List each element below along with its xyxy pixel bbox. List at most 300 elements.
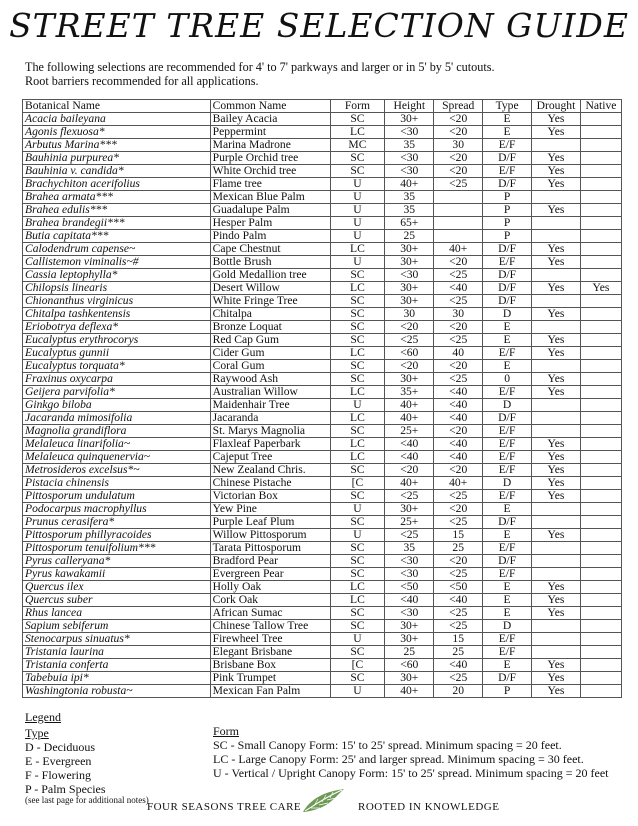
common-name-cell: Bailey Acacia (210, 113, 330, 126)
native-cell (580, 295, 621, 308)
drought-cell: Yes (532, 113, 581, 126)
type-cell: D (483, 620, 532, 633)
table-row (23, 529, 622, 542)
common-name-cell: Firewheel Tree (210, 633, 330, 646)
botanical-name-cell: Tristania laurina (23, 646, 211, 659)
drought-cell (532, 620, 581, 633)
height-cell: 35 (385, 139, 434, 152)
legend-title: Legend (25, 710, 61, 724)
form-cell: U (330, 230, 385, 243)
common-name-cell: White Orchid tree (210, 165, 330, 178)
form-cell: SC (330, 425, 385, 438)
common-name-cell: Holly Oak (210, 581, 330, 594)
common-name-cell: Cider Gum (210, 347, 330, 360)
spread-cell: <25 (434, 334, 483, 347)
common-name-cell: Jacaranda (210, 412, 330, 425)
spread-cell: <50 (434, 581, 483, 594)
form-cell: U (330, 399, 385, 412)
column-header-drought: Drought (532, 100, 581, 113)
type-cell: D (483, 399, 532, 412)
form-legend (213, 724, 608, 780)
botanical-name-cell: Pittosporum undulatum (23, 490, 211, 503)
common-name-cell: Brisbane Box (210, 659, 330, 672)
height-cell: <40 (385, 451, 434, 464)
native-cell (580, 412, 621, 425)
drought-cell (532, 503, 581, 516)
spread-cell: 40 (434, 347, 483, 360)
height-cell: <20 (385, 360, 434, 373)
table-row (23, 594, 622, 607)
table-row (23, 438, 622, 451)
spread-cell: <20 (434, 503, 483, 516)
form-cell: SC (330, 165, 385, 178)
table-row (23, 269, 622, 282)
native-cell (580, 646, 621, 659)
native-cell (580, 321, 621, 334)
table-row (23, 321, 622, 334)
native-cell (580, 503, 621, 516)
drought-cell (532, 217, 581, 230)
company-slogan: ROOTED IN KNOWLEDGE (358, 801, 500, 813)
common-name-cell: Cajeput Tree (210, 451, 330, 464)
type-cell: D/F (483, 243, 532, 256)
height-cell: <50 (385, 581, 434, 594)
drought-cell: Yes (532, 373, 581, 386)
common-name-cell: Mexican Fan Palm (210, 685, 330, 698)
common-name-cell: Bradford Pear (210, 555, 330, 568)
drought-cell: Yes (532, 659, 581, 672)
spread-cell (434, 230, 483, 243)
botanical-name-cell: Jacaranda mimosifolia (23, 412, 211, 425)
form-cell: SC (330, 620, 385, 633)
drought-cell: Yes (532, 607, 581, 620)
common-name-cell: Desert Willow (210, 282, 330, 295)
spread-cell: <20 (434, 321, 483, 334)
botanical-name-cell: Geijera parvifolia* (23, 386, 211, 399)
type-cell: E (483, 334, 532, 347)
native-cell (580, 360, 621, 373)
native-cell (580, 542, 621, 555)
table-row (23, 516, 622, 529)
table-row (23, 373, 622, 386)
type-evergreen: E - Evergreen (25, 754, 92, 768)
spread-cell (434, 217, 483, 230)
spread-cell: <25 (434, 490, 483, 503)
native-cell (580, 620, 621, 633)
common-name-cell: Cape Chestnut (210, 243, 330, 256)
type-cell: E/F (483, 451, 532, 464)
height-cell: <60 (385, 347, 434, 360)
table-row (23, 672, 622, 685)
height-cell: 25 (385, 230, 434, 243)
type-cell: D (483, 308, 532, 321)
form-cell: LC (330, 451, 385, 464)
form-large-canopy: LC - Large Canopy Form: 25' and larger spread. Minimum spacing = 30 feet. (213, 752, 584, 766)
native-cell (580, 230, 621, 243)
native-cell (580, 529, 621, 542)
spread-cell: <40 (434, 282, 483, 295)
form-cell: U (330, 529, 385, 542)
form-cell: SC (330, 490, 385, 503)
drought-cell (532, 295, 581, 308)
common-name-cell: Raywood Ash (210, 373, 330, 386)
type-cell: E (483, 113, 532, 126)
native-cell (580, 386, 621, 399)
botanical-name-cell: Eucalyptus gunnii (23, 347, 211, 360)
type-cell: D/F (483, 516, 532, 529)
drought-cell: Yes (532, 672, 581, 685)
height-cell: 30+ (385, 113, 434, 126)
spread-cell: <25 (434, 607, 483, 620)
common-name-cell: Pink Trumpet (210, 672, 330, 685)
native-cell (580, 477, 621, 490)
spread-cell: <40 (434, 399, 483, 412)
drought-cell: Yes (532, 529, 581, 542)
form-cell: SC (330, 360, 385, 373)
common-name-cell: New Zealand Chris. (210, 464, 330, 477)
drought-cell (532, 139, 581, 152)
botanical-name-cell: Ginkgo biloba (23, 399, 211, 412)
spread-cell (434, 204, 483, 217)
drought-cell: Yes (532, 477, 581, 490)
column-header-form: Form (330, 100, 385, 113)
form-cell: LC (330, 438, 385, 451)
drought-cell: Yes (532, 178, 581, 191)
common-name-cell: Flaxleaf Paperbark (210, 438, 330, 451)
drought-cell: Yes (532, 282, 581, 295)
type-cell: E/F (483, 490, 532, 503)
native-cell (580, 178, 621, 191)
native-cell (580, 438, 621, 451)
spread-cell: <25 (434, 672, 483, 685)
botanical-name-cell: Butia capitata*** (23, 230, 211, 243)
form-cell: MC (330, 139, 385, 152)
form-cell: U (330, 178, 385, 191)
form-cell: SC (330, 516, 385, 529)
botanical-name-cell: Fraxinus oxycarpa (23, 373, 211, 386)
form-upright: U - Vertical / Upright Canopy Form: 15' to 25' spread. Minimum spacing = 20 feet (213, 766, 609, 780)
spread-cell: 30 (434, 139, 483, 152)
native-cell: Yes (580, 282, 621, 295)
common-name-cell: Peppermint (210, 126, 330, 139)
form-cell: SC (330, 269, 385, 282)
spread-cell: <20 (434, 113, 483, 126)
botanical-name-cell: Pistacia chinensis (23, 477, 211, 490)
type-cell: E (483, 607, 532, 620)
botanical-name-cell: Rhus lancea (23, 607, 211, 620)
type-cell: D/F (483, 269, 532, 282)
form-cell: U (330, 204, 385, 217)
type-cell: E (483, 594, 532, 607)
botanical-name-cell: Pittosporum tenuifolium*** (23, 542, 211, 555)
spread-cell: <20 (434, 256, 483, 269)
height-cell: <25 (385, 334, 434, 347)
botanical-name-cell: Quercus ilex (23, 581, 211, 594)
spread-cell: <20 (434, 425, 483, 438)
height-cell: 30+ (385, 256, 434, 269)
common-name-cell: Yew Pine (210, 503, 330, 516)
height-cell: <30 (385, 126, 434, 139)
native-cell (580, 152, 621, 165)
spread-cell: <40 (434, 386, 483, 399)
form-cell: U (330, 685, 385, 698)
type-cell: D/F (483, 672, 532, 685)
type-cell: E (483, 126, 532, 139)
botanical-name-cell: Stenocarpus sinuatus* (23, 633, 211, 646)
table-row (23, 607, 622, 620)
table-row (23, 256, 622, 269)
botanical-name-cell: Bauhinia v. candida* (23, 165, 211, 178)
type-cell: E/F (483, 386, 532, 399)
spread-cell: 40+ (434, 477, 483, 490)
spread-cell: <40 (434, 438, 483, 451)
form-cell: SC (330, 321, 385, 334)
native-cell (580, 269, 621, 282)
botanical-name-cell: Quercus suber (23, 594, 211, 607)
form-cell: LC (330, 581, 385, 594)
height-cell: 25+ (385, 425, 434, 438)
intro-line-1: The following selections are recommended for 4' to 7' parkways and larger or in 5' by 5' cutouts. (25, 60, 495, 74)
height-cell: 35+ (385, 386, 434, 399)
height-cell: 30+ (385, 503, 434, 516)
intro-line-2: Root barriers recommended for all applications. (25, 74, 259, 88)
spread-cell: <25 (434, 373, 483, 386)
common-name-cell: Evergreen Pear (210, 568, 330, 581)
botanical-name-cell: Brachychiton acerifolius (23, 178, 211, 191)
type-cell: D (483, 477, 532, 490)
spread-cell: 25 (434, 646, 483, 659)
native-cell (580, 165, 621, 178)
common-name-cell: Guadalupe Palm (210, 204, 330, 217)
height-cell: <30 (385, 607, 434, 620)
height-cell: 30+ (385, 373, 434, 386)
native-cell (580, 633, 621, 646)
table-row (23, 464, 622, 477)
height-cell: <40 (385, 594, 434, 607)
form-small-canopy: SC - Small Canopy Form: 15' to 25' spread. Minimum spacing = 20 feet. (213, 738, 562, 752)
drought-cell: Yes (532, 126, 581, 139)
height-cell: 25+ (385, 516, 434, 529)
drought-cell (532, 425, 581, 438)
drought-cell: Yes (532, 451, 581, 464)
spread-cell: 20 (434, 685, 483, 698)
table-row (23, 646, 622, 659)
spread-cell (434, 191, 483, 204)
spread-cell: <20 (434, 360, 483, 373)
native-cell (580, 581, 621, 594)
type-cell: P (483, 191, 532, 204)
drought-cell: Yes (532, 256, 581, 269)
company-name: FOUR SEASONS TREE CARE (147, 801, 302, 813)
height-cell: <20 (385, 464, 434, 477)
spread-cell: <40 (434, 412, 483, 425)
common-name-cell: Marina Madrone (210, 139, 330, 152)
table-row (23, 295, 622, 308)
table-row (23, 581, 622, 594)
botanical-name-cell: Washingtonia robusta~ (23, 685, 211, 698)
type-cell: E (483, 503, 532, 516)
type-cell: P (483, 685, 532, 698)
form-cell: SC (330, 568, 385, 581)
drought-cell: Yes (532, 685, 581, 698)
table-row (23, 178, 622, 191)
form-cell: LC (330, 126, 385, 139)
drought-cell: Yes (532, 464, 581, 477)
page-title: STREET TREE SELECTION GUIDE (9, 6, 629, 45)
type-cell: E/F (483, 542, 532, 555)
drought-cell (532, 646, 581, 659)
height-cell: 30+ (385, 620, 434, 633)
botanical-name-cell: Metrosideros excelsus*~ (23, 464, 211, 477)
type-cell: P (483, 204, 532, 217)
spread-cell: 30 (434, 308, 483, 321)
form-cell: LC (330, 412, 385, 425)
table-row (23, 542, 622, 555)
native-cell (580, 451, 621, 464)
type-cell: P (483, 217, 532, 230)
form-cell: [C (330, 477, 385, 490)
height-cell: 25 (385, 646, 434, 659)
drought-cell: Yes (532, 152, 581, 165)
botanical-name-cell: Melaleuca linarifolia~ (23, 438, 211, 451)
spread-cell: <20 (434, 152, 483, 165)
drought-cell (532, 191, 581, 204)
form-cell: SC (330, 334, 385, 347)
common-name-cell: Australian Willow (210, 386, 330, 399)
botanical-name-cell: Brahea armata*** (23, 191, 211, 204)
table-row (23, 191, 622, 204)
native-cell (580, 464, 621, 477)
type-flowering: F - Flowering (25, 768, 91, 782)
botanical-name-cell: Eucalyptus erythrocorys (23, 334, 211, 347)
drought-cell (532, 399, 581, 412)
drought-cell (532, 360, 581, 373)
type-cell: E (483, 659, 532, 672)
botanical-name-cell: Eriobotrya deflexa* (23, 321, 211, 334)
table-row (23, 451, 622, 464)
height-cell: <30 (385, 568, 434, 581)
native-cell (580, 217, 621, 230)
spread-cell: <20 (434, 165, 483, 178)
form-cell: U (330, 503, 385, 516)
height-cell: <30 (385, 269, 434, 282)
botanical-name-cell: Chilopsis linearis (23, 282, 211, 295)
drought-cell (532, 555, 581, 568)
type-cell: E (483, 529, 532, 542)
form-cell: SC (330, 646, 385, 659)
botanical-name-cell: Melaleuca quinquenervia~ (23, 451, 211, 464)
height-cell: 30+ (385, 243, 434, 256)
spread-cell: 25 (434, 542, 483, 555)
native-cell (580, 243, 621, 256)
spread-cell: <25 (434, 295, 483, 308)
table-row (23, 243, 622, 256)
table-row (23, 334, 622, 347)
table-row (23, 490, 622, 503)
type-cell: E/F (483, 256, 532, 269)
height-cell: <40 (385, 438, 434, 451)
form-cell: U (330, 191, 385, 204)
spread-cell: <20 (434, 464, 483, 477)
type-cell: D/F (483, 178, 532, 191)
native-cell (580, 191, 621, 204)
type-cell: D/F (483, 295, 532, 308)
common-name-cell: White Fringe Tree (210, 295, 330, 308)
table-row (23, 425, 622, 438)
table-row (23, 126, 622, 139)
height-cell: <30 (385, 152, 434, 165)
column-header-native: Native (580, 100, 621, 113)
spread-cell: 40+ (434, 243, 483, 256)
botanical-name-cell: Sapium sebiferum (23, 620, 211, 633)
type-heading: Type (25, 726, 49, 740)
botanical-name-cell: Calodendrum capense~ (23, 243, 211, 256)
form-cell: SC (330, 555, 385, 568)
native-cell (580, 516, 621, 529)
drought-cell (532, 412, 581, 425)
native-cell (580, 555, 621, 568)
spread-cell: <25 (434, 620, 483, 633)
drought-cell: Yes (532, 165, 581, 178)
botanical-name-cell: Tristania conferta (23, 659, 211, 672)
botanical-name-cell: Podocarpus macrophyllus (23, 503, 211, 516)
spread-cell: <20 (434, 126, 483, 139)
height-cell: <25 (385, 529, 434, 542)
type-cell: D/F (483, 555, 532, 568)
native-cell (580, 672, 621, 685)
height-cell: 30+ (385, 672, 434, 685)
type-cell: E/F (483, 139, 532, 152)
native-cell (580, 308, 621, 321)
botanical-name-cell: Pittosporum phillyracoides (23, 529, 211, 542)
column-header-spread: Spread (434, 100, 483, 113)
legend (25, 710, 106, 796)
spread-cell: <40 (434, 659, 483, 672)
column-header-common: Common Name (210, 100, 330, 113)
table-row (23, 282, 622, 295)
native-cell (580, 399, 621, 412)
common-name-cell: Maidenhair Tree (210, 399, 330, 412)
height-cell: <30 (385, 555, 434, 568)
type-cell: E/F (483, 464, 532, 477)
height-cell: <60 (385, 659, 434, 672)
column-header-botanical: Botanical Name (23, 100, 211, 113)
form-cell: SC (330, 295, 385, 308)
drought-cell (532, 516, 581, 529)
botanical-name-cell: Magnolia grandiflora (23, 425, 211, 438)
type-cell: 0 (483, 373, 532, 386)
type-cell: E (483, 360, 532, 373)
native-cell (580, 568, 621, 581)
table-row (23, 620, 622, 633)
drought-cell (532, 633, 581, 646)
common-name-cell: Elegant Brisbane (210, 646, 330, 659)
form-cell: U (330, 256, 385, 269)
drought-cell: Yes (532, 386, 581, 399)
common-name-cell: Willow Pittosporum (210, 529, 330, 542)
drought-cell (532, 542, 581, 555)
common-name-cell: Bronze Loquat (210, 321, 330, 334)
type-cell: E (483, 581, 532, 594)
botanical-name-cell: Cassia leptophylla* (23, 269, 211, 282)
native-cell (580, 659, 621, 672)
native-cell (580, 425, 621, 438)
height-cell: 30+ (385, 282, 434, 295)
spread-cell: <25 (434, 516, 483, 529)
common-name-cell: Mexican Blue Palm (210, 191, 330, 204)
height-cell: 40+ (385, 178, 434, 191)
height-cell: 40+ (385, 685, 434, 698)
